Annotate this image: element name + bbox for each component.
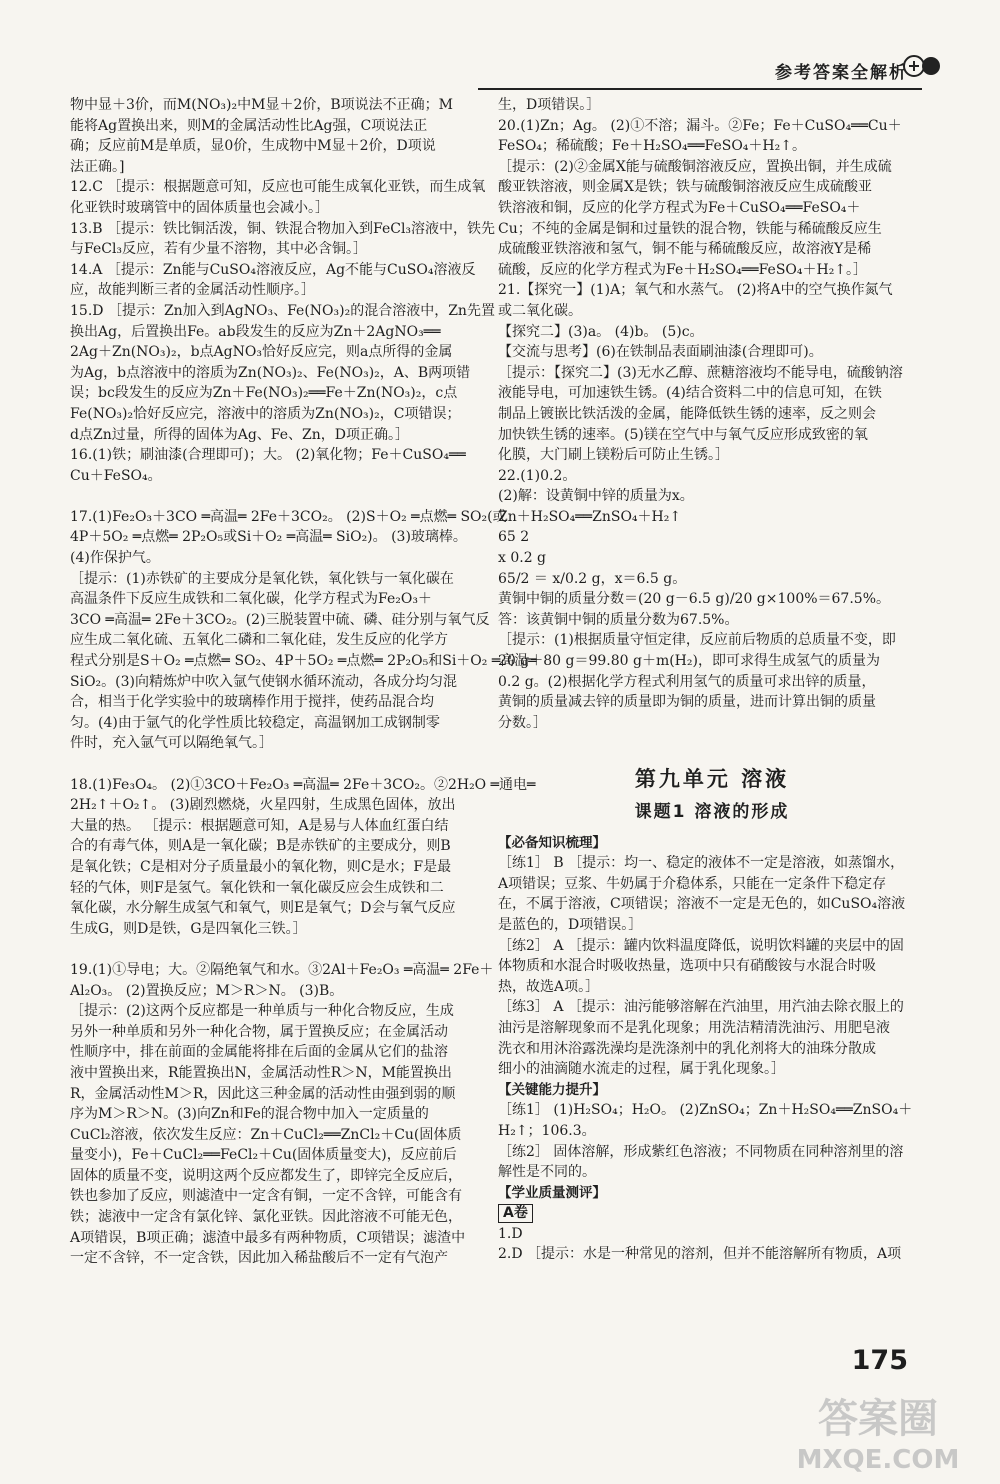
text-line: ［提示：(2)这两个反应都是一种单质与一种化合物反应，生成 bbox=[70, 1003, 454, 1020]
text-line: 17.(1)Fe₂O₃＋3CO ═高温═ 2Fe＋3CO₂。 (2)S＋O₂ ═点燃═ SO₂(或 bbox=[70, 508, 507, 525]
text-line: d点Zn过量，所得的固体为Ag、Fe、Zn，D项正确。］ bbox=[70, 426, 409, 443]
exercise-line: 细小的油滴随水流走的过程，属于乳化现象。］ bbox=[498, 1061, 785, 1078]
exercise-line: ［练1］ (1)H₂SO₄；H₂O。 (2)ZnSO₄；Zn＋H₂SO₄══ZnSO₄＋ bbox=[498, 1102, 913, 1119]
text-line: SiO₂。(3)向精炼炉中吹入氩气使钢水循环流动，各成分均匀混 bbox=[70, 673, 457, 690]
text-line: 酸亚铁溶液，则金属X是铁；铁与硫酸铜溶液反应生成硫酸亚 bbox=[498, 179, 872, 196]
text-line: 液能导电，可加速铁生锈。(4)结合资料二中的信息可知，在铁 bbox=[498, 385, 882, 402]
text-line: A项错误，B项正确；滤渣中最多有两种物质，C项错误；滤渣中 bbox=[70, 1229, 466, 1246]
text-line bbox=[70, 939, 468, 960]
text-line: 物中显＋3价，而M(NO₃)₂中M显＋2价，B项说法不正确；M bbox=[70, 97, 453, 113]
text-line: 合，相当于化学实验中的玻璃棒作用于搅拌，使药品混合均 bbox=[70, 694, 434, 711]
text-line: Zn＋H₂SO₄══ZnSO₄＋H₂↑ bbox=[498, 508, 682, 525]
text-line: 铁；滤液中一定含有氯化锌、氯化亚铁。因此溶液不可能无色， bbox=[70, 1209, 462, 1226]
text-line: 2Ag＋Zn(NO₃)₂，b点AgNO₃恰好反应完，则a点所得的金属 bbox=[70, 344, 453, 361]
text-line: R，金属活动性M＞R，因此这三种金属的活动性由强到弱的顺 bbox=[70, 1085, 456, 1102]
text-line: 一定不含锌，不一定含铁，因此加入稀盐酸后不一定有气泡产 bbox=[70, 1250, 448, 1267]
text-line: 4P＋5O₂ ═点燃═ 2P₂O₅或Si＋O₂ ═高温═ SiO₂)。 (3)玻璃棒。 bbox=[70, 529, 467, 546]
page-number: 175 bbox=[851, 1345, 908, 1376]
text-line: 生成G，则D是铁，G是四氧化三铁。］ bbox=[70, 920, 307, 937]
text-line: 成硫酸亚铁溶液和氢气，铜不能与稀硫酸反应，故溶液Y是稀 bbox=[498, 241, 872, 258]
text-line: 13.B ［提示：铁比铜活泼，铜、铁混合物加入到FeCl₃溶液中，铁先 bbox=[70, 220, 496, 237]
answer-line: 1.D bbox=[498, 1225, 523, 1242]
text-line: 19.(1)①导电；大。②隔绝氧气和水。③2Al＋Fe₂O₃ ═高温═ 2Fe＋ bbox=[70, 961, 494, 978]
text-line: 20.(1)Zn；Ag。 (2)①不溶；漏斗。②Fe；Fe＋CuSO₄══Cu＋ bbox=[498, 117, 902, 134]
text-line: x 0.2 g bbox=[498, 550, 547, 567]
exercise-line: 体物质和水混合时吸收热量，选项中只有硝酸铵与水混合时吸 bbox=[498, 958, 876, 975]
text-line: Fe(NO₃)₂恰好反应完，溶液中的溶质为Zn(NO₃)₂，C项错误； bbox=[70, 405, 461, 422]
exercise-line: 解性是不同的。 bbox=[498, 1164, 596, 1181]
text-line: 能将Ag置换出来，则M的金属活动性比Ag强，C项说法正 bbox=[70, 117, 428, 134]
text-line: 高温条件下反应生成铁和二氧化碳，化学方程式为Fe₂O₃＋ bbox=[70, 591, 432, 608]
text-line: 答：该黄铜中铜的质量分数为67.5%。 bbox=[498, 611, 739, 628]
text-line: 铁溶液和铜，反应的化学方程式为Fe＋CuSO₄══FeSO₄＋ bbox=[498, 199, 861, 216]
text-line: 另外一种单质和另外一种化合物，属于置换反应；在金属活动 bbox=[70, 1023, 448, 1040]
lesson-title: 课题1 溶液的形成 bbox=[634, 802, 790, 822]
text-line: 硫酸，反应的化学方程式为Fe＋H₂SO₄══FeSO₄＋H₂↑。］ bbox=[498, 261, 868, 278]
text-line: 氧化碳，水分解生成氢气和氧气，则E是氧气；D会与氧气反应 bbox=[70, 900, 456, 917]
text-line: 为Ag，b点溶液中的溶质为Zn(NO₃)₂、Fe(NO₃)₂，A、B两项错 bbox=[70, 364, 471, 381]
text-line: 16.(1)铁；刷油漆(合理即可)；大。 (2)氧化物；Fe＋CuSO₄══ bbox=[70, 447, 466, 464]
text-line: 铁也参加了反应，则滤渣中一定含有铜，一定不含锌，可能含有 bbox=[70, 1188, 462, 1205]
bibei-exercises bbox=[498, 853, 926, 1080]
text-line: 固体的质量不变，说明这两个反应都发生了，即锌完全反应后， bbox=[70, 1167, 462, 1184]
text-line: ［提示：(2)②金属X能与硫酸铜溶液反应，置换出铜，并生成硫 bbox=[498, 158, 892, 175]
exercise-line: 油污是溶解现象而不是乳化现象；用洗洁精清洗油污、用肥皂液 bbox=[498, 1019, 890, 1036]
unit-title: 第九单元 溶液 bbox=[634, 767, 790, 792]
text-line: 法正确。] bbox=[70, 158, 125, 175]
text-line: 15.D ［提示：Zn加入到AgNO₃、Fe(NO₃)₂的混合溶液中，Zn先置 bbox=[70, 302, 495, 319]
answer-line: 2.D ［提示：水是一种常见的溶剂，但并不能溶解所有物质，A项 bbox=[498, 1246, 902, 1263]
exercise-line: H₂↑；106.3。 bbox=[498, 1122, 596, 1139]
brand-logo-icon bbox=[902, 50, 942, 82]
text-line: 20 g＋80 g＝99.80 g＋m(H₂)，即可求得生成氢气的质量为 bbox=[498, 653, 880, 670]
watermark-top-text: 答案圈 bbox=[818, 1396, 938, 1442]
text-line: (4)作保护气。 bbox=[70, 550, 160, 567]
text-line: 是氧化铁；C是相对分子质量最小的氧化物，则C是水；F是最 bbox=[70, 858, 452, 875]
text-line: 程式分别是S＋O₂ ═点燃═ SO₂、4P＋5O₂ ═点燃═ 2P₂O₅和Si＋O₂ ═高温═ bbox=[70, 653, 537, 670]
right-answers bbox=[498, 95, 926, 733]
text-line: 黄铜的质量减去锌的质量即为铜的质量，进而计算出铜的质量 bbox=[498, 694, 876, 711]
text-line: 18.(1)Fe₃O₄。 (2)①3CO＋Fe₂O₃ ═高温═ 2Fe＋3CO₂。②2H₂O ═通电═ bbox=[70, 776, 536, 793]
text-line: ［提示：(1)赤铁矿的主要成分是氧化铁，氧化铁与一氧化碳在 bbox=[70, 570, 454, 587]
ajuan-answers bbox=[498, 1224, 926, 1265]
text-line: 或二氧化碳。 bbox=[498, 302, 582, 319]
text-line: ［提示：(1)根据质量守恒定律，反应前后物质的总质量不变，即 bbox=[498, 632, 896, 649]
text-line: 65 2 bbox=[498, 529, 530, 546]
text-line: 21.【探究一】(1)A；氧气和水蒸气。 (2)将A中的空气换作氮气 bbox=[498, 282, 893, 299]
text-line: 分数。］ bbox=[498, 714, 547, 731]
text-line: 生，D项错误。］ bbox=[498, 97, 601, 113]
exercise-line: ［练2］ 固体溶解，形成紫红色溶液；不同物质在同种溶剂里的溶 bbox=[498, 1143, 904, 1160]
text-line: 黄铜中铜的质量分数＝(20 g－6.5 g)/20 g×100%＝67.5%。 bbox=[498, 591, 890, 608]
page-header bbox=[0, 0, 1000, 95]
right-column bbox=[498, 95, 926, 1265]
exercise-line: ［练2］ A ［提示：罐内饮料温度降低，说明饮料罐的夹层中的固 bbox=[498, 937, 904, 954]
text-line: FeSO₄；稀硫酸；Fe＋H₂SO₄══FeSO₄＋H₂↑。 bbox=[498, 138, 806, 155]
exercise-line: A项错误；豆浆、牛奶属于介稳体系，只能在一定条件下稳定存 bbox=[498, 875, 887, 892]
text-line: 误；bc段发生的反应为Zn＋Fe(NO₃)₂══Fe＋Zn(NO₃)₂，c点 bbox=[70, 385, 458, 402]
text-line: 化膜，大门刷上镁粉后可防止生锈。］ bbox=[498, 447, 729, 464]
text-line: 制品上镀嵌比铁活泼的金属，能降低铁生锈的速率，反之则会 bbox=[498, 405, 876, 422]
text-line: 2H₂↑＋O₂↑。 (3)剧烈燃烧，火星四射，生成黑色固体，放出 bbox=[70, 797, 456, 814]
text-line: 22.(1)0.2。 bbox=[498, 467, 577, 484]
text-line: 件时，充入氩气可以隔绝氧气。］ bbox=[70, 735, 273, 752]
text-line: 换出Ag，后置换出Fe。ab段发生的反应为Zn＋2AgNO₃══ bbox=[70, 323, 441, 340]
text-line: 大量的热。 ［提示：根据题意可知，A是易与人体血红蛋白结 bbox=[70, 817, 449, 834]
guanjian-exercises bbox=[498, 1100, 926, 1182]
text-line: 与FeCl₃反应，若有少量不溶物，其中必含铜。］ bbox=[70, 241, 368, 258]
text-line: ［提示：【探究二】(3)无水乙醇、蔗糖溶液均不能导电，硫酸钠溶 bbox=[498, 364, 903, 381]
exercise-line: 热，故选A项。］ bbox=[498, 978, 600, 995]
watermark-bottom-text: MXQE.COM bbox=[796, 1445, 960, 1475]
text-line: 【交流与思考】(6)在铁制品表面刷油漆(合理即可)。 bbox=[498, 344, 823, 361]
section-heading-guanjian: 【关键能力提升】 bbox=[498, 1081, 606, 1098]
exercise-line: 在，不属于溶液，C项错误；溶液不一定是无色的，如CuSO₄溶液 bbox=[498, 896, 906, 913]
text-line: Cu；不纯的金属是铜和过量铁的混合物，铁能与稀硫酸反应生 bbox=[498, 220, 882, 237]
text-line: 量变小)，Fe＋CuCl₂══FeCl₂＋Cu(固体质量变大)，反应前后 bbox=[70, 1147, 457, 1164]
text-line: 化亚铁时玻璃管中的固体质量也会减小。］ bbox=[70, 199, 329, 216]
text-line: 3CO ═高温═ 2Fe＋3CO₂。(2)三脱装置中硫、磷、硅分别与氧气反 bbox=[70, 611, 490, 628]
text-line: CuCl₂溶液，依次发生反应：Zn＋CuCl₂══ZnCl₂＋Cu(固体质 bbox=[70, 1126, 462, 1143]
exercise-line: 是蓝色的，D项错误。］ bbox=[498, 916, 643, 933]
text-line: 应，故能判断三者的金属活动性顺序。］ bbox=[70, 282, 315, 299]
section-heading-bibei: 【必备知识梳理】 bbox=[498, 834, 606, 851]
exercise-line: ［练3］ A ［提示：油污能够溶解在汽油里，用汽油去除衣服上的 bbox=[498, 999, 904, 1016]
text-line: Cu＋FeSO₄。 bbox=[70, 467, 162, 484]
text-line: 加快铁生锈的速率。(5)镁在空气中与氧气反应形成致密的氧 bbox=[498, 426, 868, 443]
text-line bbox=[70, 486, 468, 507]
text-line: 匀。(4)由于氩气的化学性质比较稳定，高温钢加工成钢制零 bbox=[70, 714, 440, 731]
header-title: 参考答案全解析 bbox=[775, 63, 908, 83]
text-line: 轻的气体，则F是氢气。氧化铁和一氧化碳反应会生成铁和二 bbox=[70, 879, 444, 896]
text-line: 65/2 ＝ x/0.2 g，x＝6.5 g。 bbox=[498, 570, 687, 587]
header-rule bbox=[478, 88, 922, 90]
text-line: 合的有毒气体，则A是一氧化碳；B是赤铁矿的主要成分，则B bbox=[70, 838, 451, 855]
a-juan-row bbox=[498, 1203, 926, 1224]
text-line: 0.2 g。(2)根据化学方程式利用氢气的质量可求出锌的质量， bbox=[498, 673, 876, 690]
text-line: 液中置换出来，R能置换出N，金属活动性R＞N，M能置换出 bbox=[70, 1064, 452, 1081]
watermark-logo bbox=[768, 1382, 988, 1477]
text-line: 序为M＞R＞N。(3)向Zn和Fe的混合物中加入一定质量的 bbox=[70, 1106, 429, 1123]
text-line: 14.A ［提示：Zn能与CuSO₄溶液反应，Ag不能与CuSO₄溶液反 bbox=[70, 261, 476, 278]
section-heading-xueye: 【学业质量测评】 bbox=[498, 1184, 606, 1201]
a-juan-label: A卷 bbox=[498, 1204, 533, 1223]
text-line: 应生成二氧化硫、五氧化二磷和二氧化硅，发生反应的化学方 bbox=[70, 632, 448, 649]
exercise-line: ［练1］ B ［提示：均一、稳定的液体不一定是溶液，如蒸馏水， bbox=[498, 855, 905, 872]
text-line: 12.C ［提示：根据题意可知，反应也可能生成氧化亚铁，而生成氧 bbox=[70, 179, 486, 196]
text-line: 【探究二】(3)a。 (4)b。 (5)c。 bbox=[498, 323, 704, 340]
exercise-line: 洗衣和用沐浴露洗澡均是洗涤剂中的乳化剂将大的油珠分散成 bbox=[498, 1040, 876, 1057]
text-line: Al₂O₃。 (2)置换反应；M＞R＞N。 (3)B。 bbox=[70, 982, 344, 999]
text-line: (2)解：设黄铜中锌的质量为x。 bbox=[498, 488, 694, 505]
text-line bbox=[70, 754, 468, 775]
text-line: 确；反应前M是单质，显0价，生成物中M显＋2价，D项说 bbox=[70, 138, 436, 155]
text-line: 性顺序中，排在前面的金属能将排在后面的金属从它们的盐溶 bbox=[70, 1044, 448, 1061]
